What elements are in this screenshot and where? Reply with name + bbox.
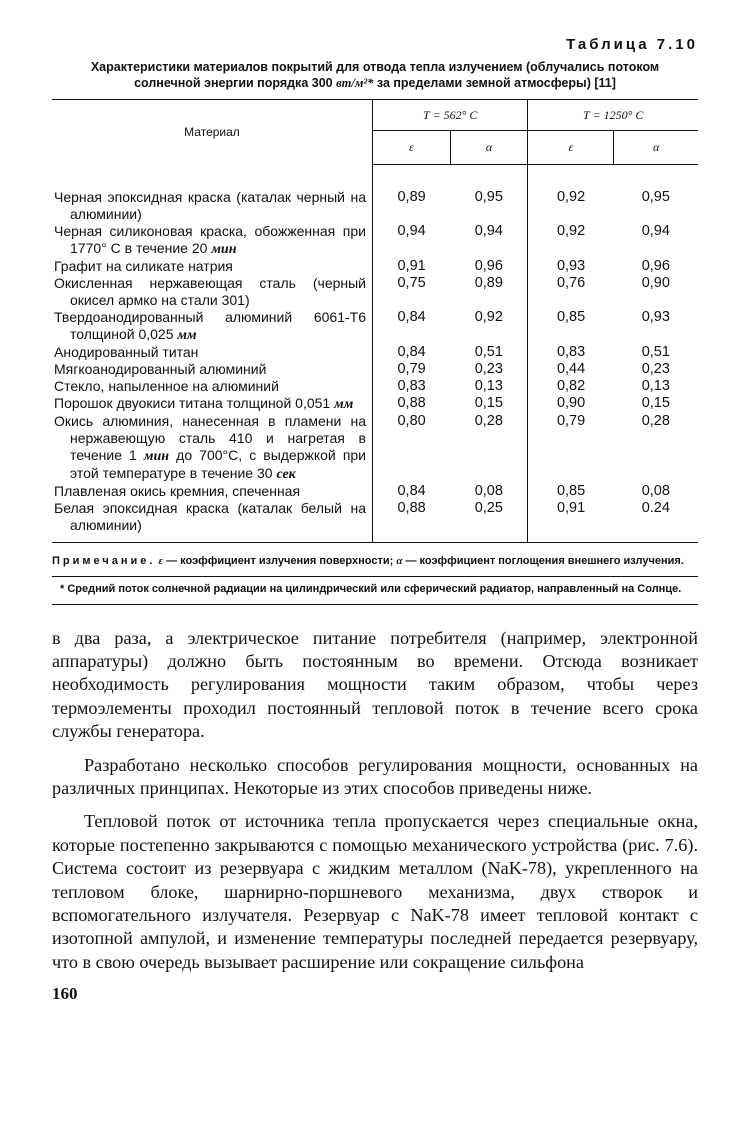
paragraph-2: Разработано несколько способов регулирования мощности, основанных на различных принципах. Некоторые из этих способов приведены ниже. (52, 754, 698, 798)
eps-562: 0,75 (397, 274, 426, 291)
materials-table (52, 99, 698, 542)
table-row (52, 189, 698, 223)
col-header-alpha-2: α (614, 131, 698, 164)
body-text (52, 627, 698, 975)
eps-1250: 0,85 (556, 482, 586, 499)
table-row (52, 500, 698, 534)
table-row (52, 275, 698, 309)
alpha-1250: 0,15 (641, 394, 670, 411)
table-label: Таблица 7.10 (566, 36, 698, 53)
material-name: Черная силиконовая краска, обожженная при 1770° С в течение 20 мин (54, 222, 366, 257)
eps-1250: 0,91 (556, 499, 586, 516)
eps-562: 0,80 (397, 412, 426, 429)
table-row (52, 378, 698, 395)
alpha-562: 0,95 (450, 189, 528, 223)
material-name: Плавленая окись кремния, спеченная (54, 482, 301, 499)
alpha-562: 0,94 (450, 223, 528, 258)
table-footnote: * Средний поток солнечной радиации на цилиндрический или сферический радиатор, направленный на Солнце. (52, 576, 698, 596)
eps-1250: 0,83 (556, 343, 586, 360)
material-name: Анодированный титан (54, 343, 199, 360)
alpha-1250: 0,08 (641, 482, 670, 499)
col-group-1250: T = 1250° C (528, 100, 698, 131)
caption-unit: вт/м²* (336, 76, 374, 90)
col-header-alpha-1: α (450, 131, 528, 164)
eps-562: 0,79 (397, 360, 426, 377)
table-row (52, 223, 698, 258)
eps-1250: 0,92 (556, 188, 586, 205)
eps-562: 0,84 (397, 482, 426, 499)
alpha-1250: 0,95 (641, 188, 670, 205)
eps-1250: 0,44 (556, 360, 586, 377)
eps-562: 0,83 (397, 377, 426, 394)
alpha-562: 0,08 (450, 483, 528, 500)
eps-1250: 0,79 (556, 412, 586, 429)
alpha-1250: 0,23 (641, 360, 670, 377)
note-text-2: — коэффициент поглощения внешнего излучения. (402, 554, 684, 567)
alpha-1250: 0,93 (641, 308, 670, 325)
alpha-562: 0,51 (450, 344, 528, 361)
alpha-562: 0,15 (450, 395, 528, 413)
alpha-1250: 0,96 (641, 257, 670, 274)
note-eps-symbol: ε (158, 554, 164, 567)
material-name: Порошок двуокиси титана толщиной 0,051 мм (54, 394, 354, 412)
alpha-1250: 0.24 (641, 499, 670, 516)
eps-562: 0,89 (397, 188, 426, 205)
eps-562: 0,84 (397, 343, 426, 360)
table-row (52, 258, 698, 275)
material-name: Окись алюминия, нанесенная в пламени на нержавеющую сталь 410 и нагретая в течение 1 мин до 700°С, с выдержкой при этой температуре в течение 30 сек (54, 412, 367, 482)
page-number: 160 (52, 984, 78, 1004)
material-name: Черная эпоксидная краска (каталак черный на алюминии) (54, 188, 366, 222)
col-header-material: Материал (52, 100, 373, 165)
alpha-562: 0,89 (450, 275, 528, 309)
alpha-562: 0,13 (450, 378, 528, 395)
table-caption (52, 59, 698, 91)
table-end-rule (52, 604, 698, 605)
eps-1250: 0,85 (556, 308, 586, 325)
eps-1250: 0,82 (556, 377, 586, 394)
caption-text-2: за пределами земной атмосферы) [11] (373, 76, 616, 90)
eps-562: 0,88 (397, 394, 426, 411)
paragraph-1: в два раза, а электрическое питание потребителя (например, электронной аппаратуры) должно быть постоянным во времени. Отсюда возникает необходимость регулирования мощности таким образом, чтобы через термоэлементы проходил постоянный тепловой поток в течение всего срока службы генератора. (52, 627, 698, 742)
col-group-562: T = 562° C (373, 100, 528, 131)
material-name: Мягкоанодированный алюминий (54, 360, 267, 377)
eps-562: 0,84 (397, 308, 426, 325)
alpha-562: 0,23 (450, 361, 528, 378)
note-prefix: Примечание. (52, 554, 156, 567)
caption-text-1: Характеристики материалов покрытий для отвода тепла излучением (облучались потоком солнечной энергии порядка 300 (90, 60, 660, 90)
table-row (52, 395, 698, 413)
table-row (52, 413, 698, 483)
table-note (52, 542, 698, 568)
alpha-562: 0,92 (450, 309, 528, 344)
eps-562: 0,91 (397, 257, 426, 274)
material-name: Твердоанодированный алюминий 6061-Т6 толщиной 0,025 мм (54, 308, 366, 343)
col-header-eps-1: ε (373, 131, 451, 164)
alpha-562: 0,96 (450, 258, 528, 275)
eps-1250: 0,90 (556, 394, 586, 411)
table-row (52, 483, 698, 500)
eps-1250: 0,76 (556, 274, 586, 291)
note-text-1: — коэффициент излучения поверхности; (163, 554, 397, 567)
alpha-1250: 0,90 (641, 274, 670, 291)
alpha-562: 0,28 (450, 413, 528, 483)
eps-1250: 0,92 (556, 222, 586, 239)
eps-1250: 0,93 (556, 257, 586, 274)
material-name: Белая эпоксидная краска (каталак белый на алюминии) (54, 499, 366, 533)
paragraph-3: Тепловой поток от источника тепла пропускается через специальные окна, которые постепенно закрываются с помощью механического устройства (рис. 7.6). Система состоит из резервуара с жидким металлом (NaK-78), укрепленного на тепловом блоке, шарнирно-поршневого механизма, двух створок и вспомогательного излучателя. Резервуар с NaK-78 имеет тепловой контакт с изотопной ампулой, и изменение температуры последней передается резервуару, что в свою очередь вызывает расширение или сокращение сильфона (52, 811, 698, 972)
table-row (52, 344, 698, 361)
alpha-1250: 0,51 (641, 343, 670, 360)
material-name: Стекло, напыленное на алюминий (54, 377, 279, 394)
page (52, 36, 698, 1004)
eps-562: 0,94 (397, 222, 426, 239)
note-alpha-symbol: α (396, 554, 403, 567)
alpha-1250: 0,13 (641, 377, 670, 394)
table-row (52, 309, 698, 344)
col-header-eps-2: ε (528, 131, 614, 164)
alpha-1250: 0,94 (641, 222, 670, 239)
alpha-1250: 0,28 (641, 412, 670, 429)
eps-562: 0,88 (397, 499, 426, 516)
alpha-562: 0,25 (450, 500, 528, 534)
material-name: Графит на силикате натрия (54, 257, 233, 274)
table-row (52, 361, 698, 378)
material-name: Окисленная нержавеющая сталь (черный окисел армко на стали 301) (54, 274, 366, 308)
